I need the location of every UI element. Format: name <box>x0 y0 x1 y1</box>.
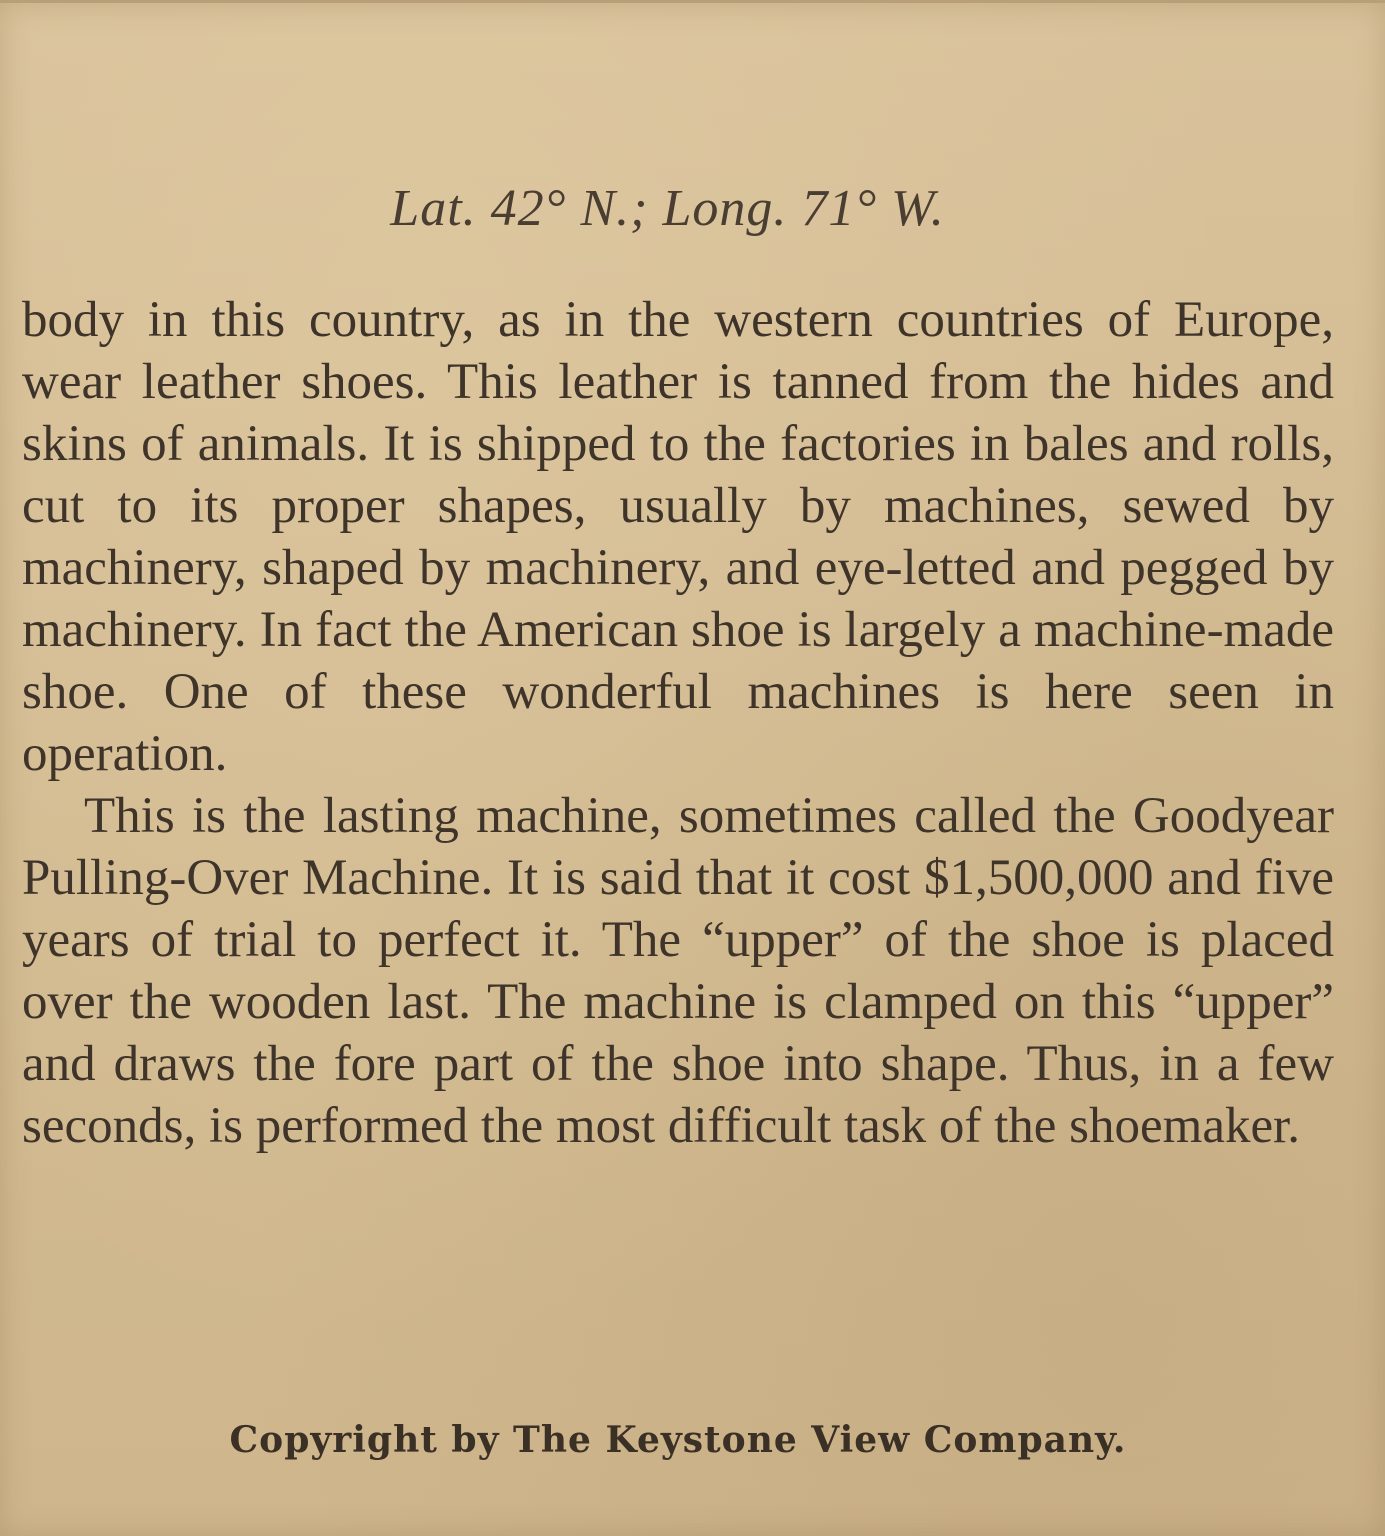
paragraph-1: body in this country, as in the western countries of Europe, wear leather shoes. This leather is tanned from the hides and skins of animals. It is shipped to the factories in bales and rolls, cut to its proper shapes, usually by machines, sewed by machinery, shaped by machinery, and eye-letted and pegged by machinery. In fact the American shoe is largely a machine-made shoe. One of these wonderful machines is here seen in operation. <box>22 292 1334 782</box>
paragraph-2: This is the lasting machine, sometimes called the Goodyear Pulling-Over Machine. It is said that it cost $1,500,000 and five years of trial to perfect it. The “upper” of the shoe is placed over the wooden last. The machine is clamped on this “upper” and draws the fore part of the shoe into shape. Thus, in a few seconds, is performed the most difficult task of the shoemaker. <box>22 788 1334 1154</box>
description-text <box>22 289 1334 1157</box>
copyright-notice: Copyright by The Keystone View Company. <box>229 1419 1127 1461</box>
coordinates-heading: Lat. 42° N.; Long. 71° W. <box>390 180 945 237</box>
